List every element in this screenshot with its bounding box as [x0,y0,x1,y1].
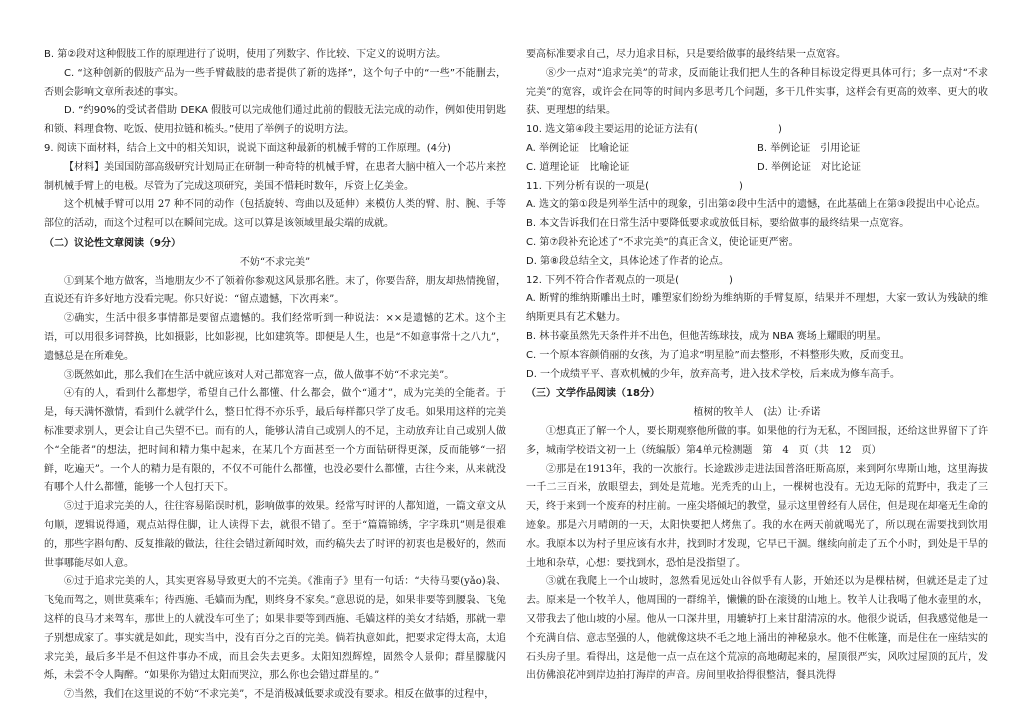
q8-option-c: C. “这种创新的假肢产品为一些手臂截肢的患者提供了新的选择”，这个句子中的“一些”不能删去，否则会影响文章所表述的事实。 [44,67,506,98]
q11-option-b: B. 本文告诉我们在日常生活中要降低要求或放低目标，要给做事的最终结果一点宽容。 [526,218,910,230]
essay-para-1: ①到某个地方做客，当地朋友少不了领着你参观这风景那名胜。末了，你要告辞，朋友却热情挽留，直说还有许多好地方没看完呢。你只好说：“留点遗憾，下次再来”。 [44,275,506,306]
q12-option-a: A. 断臂的维纳斯雕出土时，雕塑家们纷纷为维纳斯的手臂复原，结果并不理想，大家一致认为残缺的维纳斯更具有艺术魅力。 [526,293,988,324]
q11-option-c: C. 第⑦段补充论述了“不求完美”的真正含义，使论证更严密。 [526,236,799,248]
essay-para-7: ⑦当然，我们在这里说的不妨“不求完美”，不是消极减低要求或没有要求。相反在做事的过程中， [64,689,495,701]
essay-para-3: ③既然如此，那么我们在生活中就应该对人对己都宽容一点，做人做事不妨“不求完美”。 [64,369,455,381]
q12-option-d: D. 一个成绩平平、喜欢机械的少年，放弃高考，进入技术学校，后来成为修车高手。 [526,368,901,380]
essay-para-4: ④有的人，看到什么都想学，希望自己什么都懂、什么都会，做个“通才”，成为完美的全能者。于是，每天满怀激情，看到什么就学什么，整日忙得不亦乐乎，最后每样都只学了皮毛。如果用这样的完美标准要求别人，更会让自己失望不已。而有的人，能够认清自己或别人的不足，主动放弃让自己或别人做个“全能者”的想法，把时间和精力集中起来，在某几个方面甚至一个方面钻研得更深，反而能够“一招鲜，吃遍天”。一个人的精力是有限的，不仅不可能什么都懂，也没必要什么都懂，古往今来，从来就没有哪个人什么都懂，能够一个人包打天下。 [44,388,506,494]
q12-option-c: C. 一个原本容颜俏丽的女孩，为了追求“明星脸”而去整形，不料整形失败，反而变丑。 [526,349,910,361]
essay-para-6: ⑥过于追求完美的人，其实更容易导致更大的不完美。《淮南子》里有一句话：“夫待马要(yǎo)袅、飞兔而驾之，则世莫乘车；待西施、毛嫱而为配，则终身不家矣。”意思说的是，如果非要等到腰袅、飞兔这样的良马才来驾车，那世上的人就没车可坐了；如果非要等到西施、毛嫱这样的美女才结婚，那就一辈子别想成家了。事实就是如此，现实当中，没有百分之百的完美。倘若执意如此，把要求定得太高，太追求完美，最后多半是不但这件事办不成，而且会失去更多。太阳知烈辉煌，固然令人景仰；群星朦胧闪烁，未尝不令人陶醉。“如果你为错过太阳而哭泣，那么你也会错过群星的。” [44,576,506,682]
left-column [44,46,506,705]
essay-para-5: ⑤过于追求完美的人，往往容易陷误时机，影响做事的效果。经常写时评的人都知道，一篇文章文从句顺，逻辑说得通，观点站得住脚，让人读得下去，就很不错了。至于“篇篇锦绣，字字珠玑”则是很难的，那些字斟句酌、反复推敲的做法，往往会错过新闻时效，而约稿失去了时评的初衷也是极好的，然而世事哪能尽如人意。 [44,501,506,569]
essay-para-8: ⑧少一点对“追求完美”的苛求，反而能让我们把人生的各种目标设定得更具体可行；多一点对“不求完美”的宽容，或许会在同等的时间内多思考几个问题，多干几件实事，这样会有更高的效率、更大的收获、更理想的结果。 [526,67,988,117]
q8-option-d: D. “约90%的受试者借助 DEKA 假肢可以完成他们通过此前的假肢无法完成的动作，例如使用钥匙和锁、料理食物、吃饭、使用拉链和梳头。”使用了举例子的说明方法。 [44,105,506,136]
q12-option-b: B. 林书豪虽然先天条件并不出色，但他苦练球技，成为 NBA 赛场上耀眼的明星。 [526,330,887,342]
section-2-title: （二）议论性文章阅读（9分） [44,237,181,249]
q10-option-a: A. 举例论证 比喻论证 [526,142,630,154]
q11-option-d: D. 第⑧段总结全文，具体论述了作者的论点。 [526,255,730,267]
q9-material: 【材料】美国国防部高级研究计划局正在研制一种奇特的机械手臂，在患者大脑中植入一个芯片来控制机械手臂上的电极。尽管为了完成这项研究，美国不惜耗时数年，斥资上亿美金。 [44,161,506,192]
story-para-1: ①想真正了解一个人，要长期观察他所做的事。如果他的行为无私，不图回报，还给这世界留下了许多，城南学校语文初一上（统编版）第4单元检测题 第 4 页（共 12 页） [526,425,988,456]
q9-prompt: 9. 阅读下面材料，结合上文中的相关知识，说说下面这种最新的机械手臂的工作原理。(4分) [44,142,451,154]
q10-options [526,140,988,178]
essay-para-7-cont: 要高标准要求自己，尽力追求目标，只是要给做事的最终结果一点宽容。 [526,49,846,60]
q10-option-c: C. 道理论证 比喻论证 [526,161,630,173]
section-3-title: （三）文学作品阅读（18分） [526,388,660,400]
essay-title: 不妨“不求完美” [239,256,311,268]
right-column [526,46,988,686]
q12-prompt: 12. 下列不符合作者观点的一项是( ) [526,274,733,286]
essay-para-2: ②确实，生活中很多事情都是要留点遗憾的。我们经常听到一种说法：××是遗憾的艺术。这个主语，可以用很多词替换，比如摄影，比如影视，比如建筑等。即便是人生，也是“不如意事常十之八九”，遗憾总是在所难免。 [44,313,506,362]
q11-prompt: 11. 下列分析有误的一项是( ) [526,180,743,192]
story-para-3: ③就在我爬上一个山坡时，忽然看见远处山谷似乎有人影，开始还以为是棵枯树，但就还是走了过去。原来是一个牧羊人，他周围的一群绵羊，懒懒的卧在滚烫的山地上。牧羊人让我喝了他水壶里的水，又带我去了他山坡的小屋。他从一口深井里，用辘轳打上来甘甜清凉的水。他很少说话，但我感觉他是一个充满自信、意志坚强的人，他就像这块不毛之地上涌出的神秘泉水。他不住帐篷，而是住在一座结实的石头房子里。看得出，这是他一点一点在这个荒凉的高地砌起来的，屋顶很严实，风吹过屋顶的瓦片，发出仿佛浪花冲到岸边拍打海岸的声音。房间里收拾得很整洁，餐具洗得 [526,576,988,682]
story-title: 植树的牧羊人 (法）让·乔诺 [693,407,821,419]
story-para-2: ②那是在1913年，我的一次旅行。长途跋涉走进法国普洛旺斯高原，来到阿尔卑斯山地，这里海拔一千二三百米，放眼望去，到处是荒地。光秃秃的山上，一棵树也没有。无边无际的荒野中，我走了三天，终于来到一个废弃的村庄前。一座尖塔倾圮的教堂，显示这里曾经有人居住，但是现在却毫无生命的迹象。那是六月晴朗的一天，太阳快要把人烤焦了。我的水在两天前就喝光了，所以现在需要找到饮用水。我原本以为村子里应该有水井，找到时才发现，它早已干涸。继续向前走了五个小时，到处是干旱的土地和杂草，心想：要找到水，恐怕是没指望了。 [526,463,988,569]
q10-prompt: 10. 选文第④段主要运用的论证方法有( ) [526,124,782,136]
q10-option-b: B. 举例论证 引用论证 [757,142,861,154]
q10-option-d: D. 举例论证 对比论证 [757,161,862,173]
q11-option-a: A. 选文的第①段是列举生活中的现象，引出第②段中生活中的遗憾，在此基础上在第③段提出中心论点。 [526,199,986,211]
q9-material-cont: 这个机械手臂可以用 27 种不同的动作（包括旋转、弯曲以及延伸）来模仿人类的臂、肘、腕、手等部位的活动，而这个过程可以在瞬间完成。这可以算是该领域里最尖端的成就。 [44,199,506,230]
q8-option-b: B. 第②段对这种假肢工作的原理进行了说明，使用了列数字、作比较、下定义的说明方法。 [44,49,447,60]
